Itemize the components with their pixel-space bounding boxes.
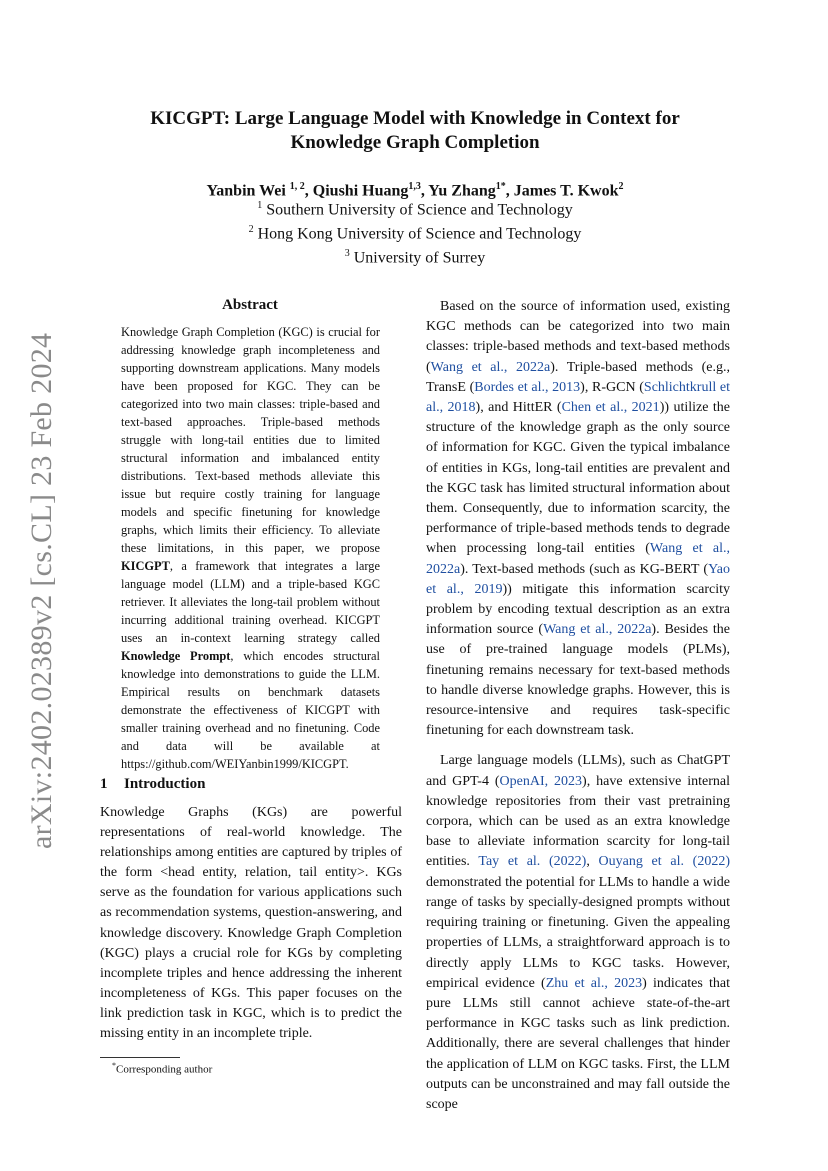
body-text: ) indicates that pure LLMs still cannot achieve state-of-the-art performance in KGC tasks such as link prediction. Additionally, there are several challenges that hinder the application of LLM on KGC tasks. First, the LLM outputs can be unconstrained and may fall outside the scope [426, 975, 730, 1112]
citation-link[interactable]: Zhu et al., 2023 [545, 975, 643, 991]
citation-link[interactable]: Chen et al., 2021 [561, 400, 660, 416]
author-name: , James T. Kwok [505, 182, 619, 200]
abstract-text: Knowledge Graph Completion (KGC) is crucial for addressing knowledge graph incompleteness and supporting downstream applications. Many models have been proposed for KGC. They can be categorized into two main classes: triple-based and text-based approaches. Triple-based methods struggle with long-tail entities due to limited structural information and imbalanced entity distributions. Text-based methods alleviate this issue but require costly training for language models and specific finetuning for knowledge graphs, which limits their efficiency. To alleviate these limitations, in this paper, we propose [121, 325, 380, 555]
citation-link[interactable]: Wang et al., 2022a [426, 541, 731, 577]
body-text: ), have extensive internal knowledge repositories from their vast pretraining corpora, which can be used as an extra knowledge base to alleviate information scarcity for long-tail entities. [426, 773, 730, 870]
body-text: , [586, 854, 599, 870]
footnote-rule [100, 1057, 180, 1058]
affiliation-mark: 3 [344, 247, 350, 259]
citation-link[interactable]: Wang et al., 2022a [543, 622, 652, 638]
affiliation [100, 244, 730, 268]
author-affil-mark: 1, 2 [289, 181, 305, 192]
author-name: , Yu Zhang [420, 182, 496, 200]
section-number: 1 [100, 776, 108, 792]
abstract-heading: Abstract [222, 297, 278, 313]
citation-link[interactable]: OpenAI, 2023 [499, 773, 583, 789]
affiliation-name: University of Surrey [349, 248, 486, 266]
citation-link[interactable]: Bordes et al., 2013 [474, 379, 581, 395]
body-text: )) mitigate this information scarcity problem by encoding textual description as an extra information source ( [426, 581, 730, 638]
body-text: )) utilize the structure of the knowledge graph as the only source of information for KGC. Given the typical imbalance of entities in KGs, long-tail entities are prevalent and the KGC task has limited structural information about them. Consequently, due to information scarcity, the performance of triple-based methods tends to degrade when processing long-tail entities ( [426, 400, 730, 557]
author-affil-mark: 1,3 [408, 181, 421, 192]
author-name: , Qiushi Huang [304, 182, 409, 200]
affiliation [100, 220, 730, 244]
author-affil-mark[interactable]: 1* [495, 181, 506, 192]
arxiv-identifier: arXiv:2402.02389v2 [cs.CL] 23 Feb 2024 [25, 332, 58, 849]
body-text: ). Text-based methods (such as KG-BERT ( [460, 561, 709, 577]
citation-link[interactable]: Tay et al. (2022) [478, 854, 587, 870]
title-line-2: Knowledge Graph Completion [290, 132, 540, 153]
paper-title [100, 107, 730, 155]
abstract-body [121, 323, 380, 773]
abstract-bold-term: Knowledge Prompt [121, 649, 231, 663]
footnote [112, 1061, 212, 1076]
affiliation-mark: 1 [257, 200, 263, 211]
intro-paragraph: Knowledge Graphs (KGs) are powerful representations of real-world knowledge. The relationships among entities are captured by triples of the form <head entity, relation, tail entity>. KGs serve as the foundation for various applications such as recommendation systems, question-answering, and knowledge discovery. Knowledge Graph Completion (KGC) plays a crucial role for KGs by completing incomplete triples and hence addressing the inherent incompleteness of KGs. This paper focuses on the link prediction task in KGC, which is to predict the missing entity in an incomplete triple. [100, 805, 402, 1042]
abstract-bold-term: KICGPT [121, 559, 170, 573]
paragraph-llms [426, 751, 730, 1115]
citation-link[interactable]: Wang et al., 2022a [430, 359, 551, 375]
body-text: ). Besides the use of pre-trained language models (PLMs), finetuning remains necessary for text-based methods to handle diverse knowledge graphs. However, this is resource-intensive and requires task-specific finetuning for each downstream task. [426, 622, 730, 739]
body-text: ), R-GCN ( [580, 379, 644, 395]
author-affil-mark: 2 [618, 181, 624, 192]
paragraph-kgc-methods [426, 297, 730, 741]
affiliation [100, 196, 730, 220]
footnote-text: Corresponding author [116, 1063, 213, 1076]
title-line-1: KICGPT: Large Language Model with Knowledge in Context for [150, 108, 680, 129]
section-title: Introduction [124, 776, 206, 792]
abstract-text: , a framework that integrates a large language model (LLM) and a triple-based KGC retriever. It alleviates the long-tail problem without incurring additional training overhead. KICGPT uses an in-context learning strategy called [121, 559, 380, 645]
author-name: Yanbin Wei [206, 182, 290, 200]
left-column-body [100, 803, 402, 1044]
right-column-body [426, 297, 730, 1115]
body-text: Large language models (LLMs), such as ChatGPT and GPT-4 ( [426, 753, 730, 789]
body-text: demonstrated the potential for LLMs to handle a wide range of tasks by specially-designed prompts without requiring training or finetuning. Given the appealing properties of LLMs, a straightforward approach is to directly apply LLMs to KGC tasks. However, empirical evidence ( [426, 874, 730, 991]
section-heading-introduction [100, 776, 400, 793]
body-text: ). Triple-based methods (e.g., TransE ( [426, 359, 731, 395]
affiliations [100, 196, 730, 267]
affiliation-name: Hong Kong University of Science and Technology [253, 225, 582, 243]
citation-link[interactable]: Schlichtkrull et al., 2018 [426, 379, 731, 416]
body-text: Based on the source of information used, existing KGC methods can be categorized into two main classes: triple-based methods and text-based methods ( [426, 299, 730, 375]
affiliation-name: Southern University of Science and Technology [262, 201, 573, 219]
abstract-text: , which encodes structural knowledge into demonstrations to guide the LLM. Empirical results on benchmark datasets demonstrate the effectiveness of KICGPT with smaller training overhead and no finetuning. Code and data will be available at https://github.com/WEIYanbin1999/KICGPT. [121, 649, 380, 771]
affiliation-mark: 2 [248, 223, 254, 235]
citation-link[interactable]: Yao et al., 2019 [426, 561, 730, 597]
footnote-mark: * [112, 1061, 116, 1070]
body-text: ), and HittER ( [475, 400, 562, 416]
citation-link[interactable]: Ouyang et al. (2022) [598, 854, 730, 870]
